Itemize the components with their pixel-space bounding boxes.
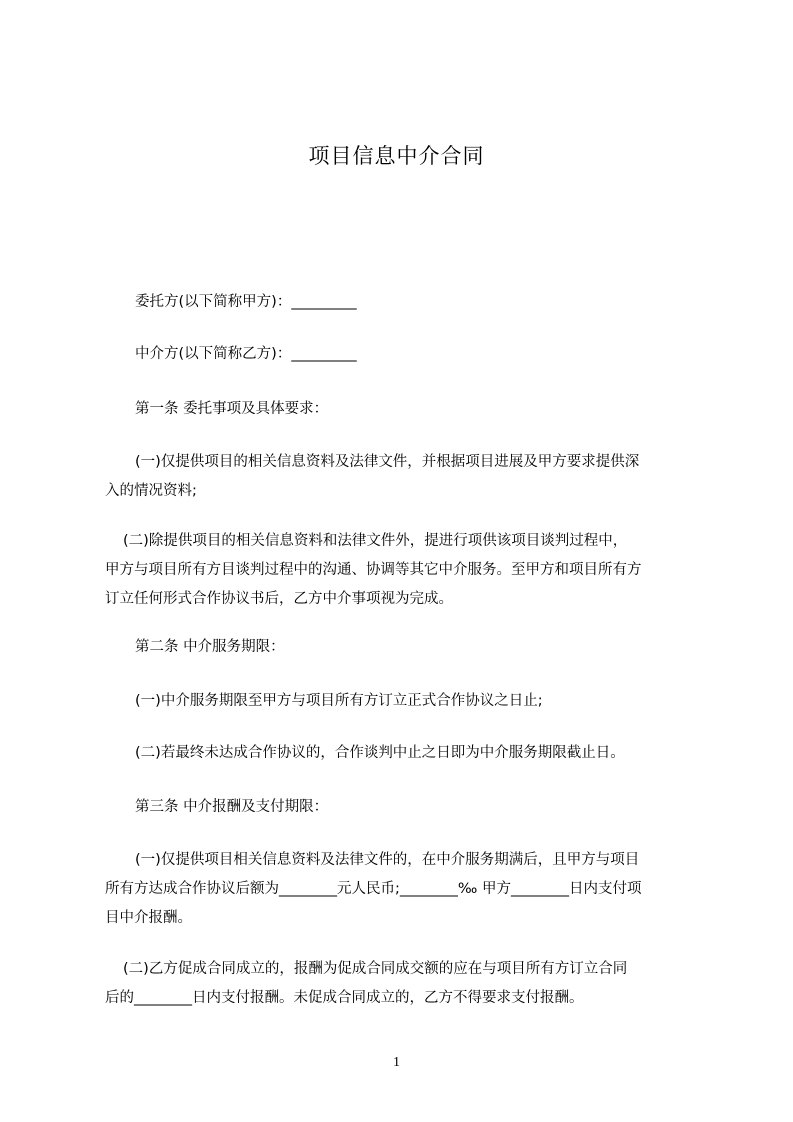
article3-item2 <box>105 955 700 1013</box>
article1-item1 <box>105 448 700 506</box>
article1-item1-line1: (一)仅提供项目的相关信息资料及法律文件，并根据项目进展及甲方要求提供深 <box>135 454 640 470</box>
agent-party-line: 中介方(以下简称乙方)：_________ <box>135 346 357 362</box>
client-party-line: 委托方(以下简称甲方)：_________ <box>135 294 357 310</box>
article1-heading: 第一条 委托事项及具体要求： <box>135 401 329 417</box>
article2-item1: (一)中介服务期限至甲方与项目所有方订立正式合作协议之日止; <box>135 693 543 709</box>
article1-item1-line2: 入的情况资料; <box>105 483 197 499</box>
article3-item2-line2: 后的________日内支付报酬。未促成合同成立的，乙方不得要求支付报酬。 <box>105 990 584 1006</box>
article2-item2: (二)若最终未达成合作协议的，合作谈判中止之日即为中介服务期限截止日。 <box>135 745 625 761</box>
article1-item2 <box>105 527 700 614</box>
page-number: 1 <box>393 1055 400 1070</box>
article1-item2-line3: 订立任何形式合作协议书后，乙方中介事项视为完成。 <box>105 591 453 607</box>
article3-item1-line3: 目中介报酬。 <box>105 910 192 926</box>
article3-item1 <box>105 846 700 933</box>
article1-item2-line2: 甲方与项目所有方目谈判过程中的沟通、协调等其它中介服务。至甲方和项目所有方 <box>105 562 642 578</box>
contract-title: 项目信息中介合同 <box>308 144 485 168</box>
article1-item2-line1: (二)除提供项目的相关信息资料和法律文件外，提进行项供该项目谈判过程中， <box>123 533 628 549</box>
article3-item1-line2: 所有方达成合作协议后额为________元人民币;________‰ 甲方________日内支付项 <box>105 881 642 897</box>
article3-item2-line1: (二)乙方促成合同成立的，报酬为促成合同成交额的应在与项目所有方订立合同 <box>123 961 628 977</box>
article3-item1-line1: (一)仅提供项目相关信息资料及法律文件的，在中介服务期满后，且甲方与项目 <box>135 852 640 868</box>
article2-heading: 第二条 中介服务期限： <box>135 639 285 655</box>
article3-heading: 第三条 中介报酬及支付期限： <box>135 799 329 815</box>
